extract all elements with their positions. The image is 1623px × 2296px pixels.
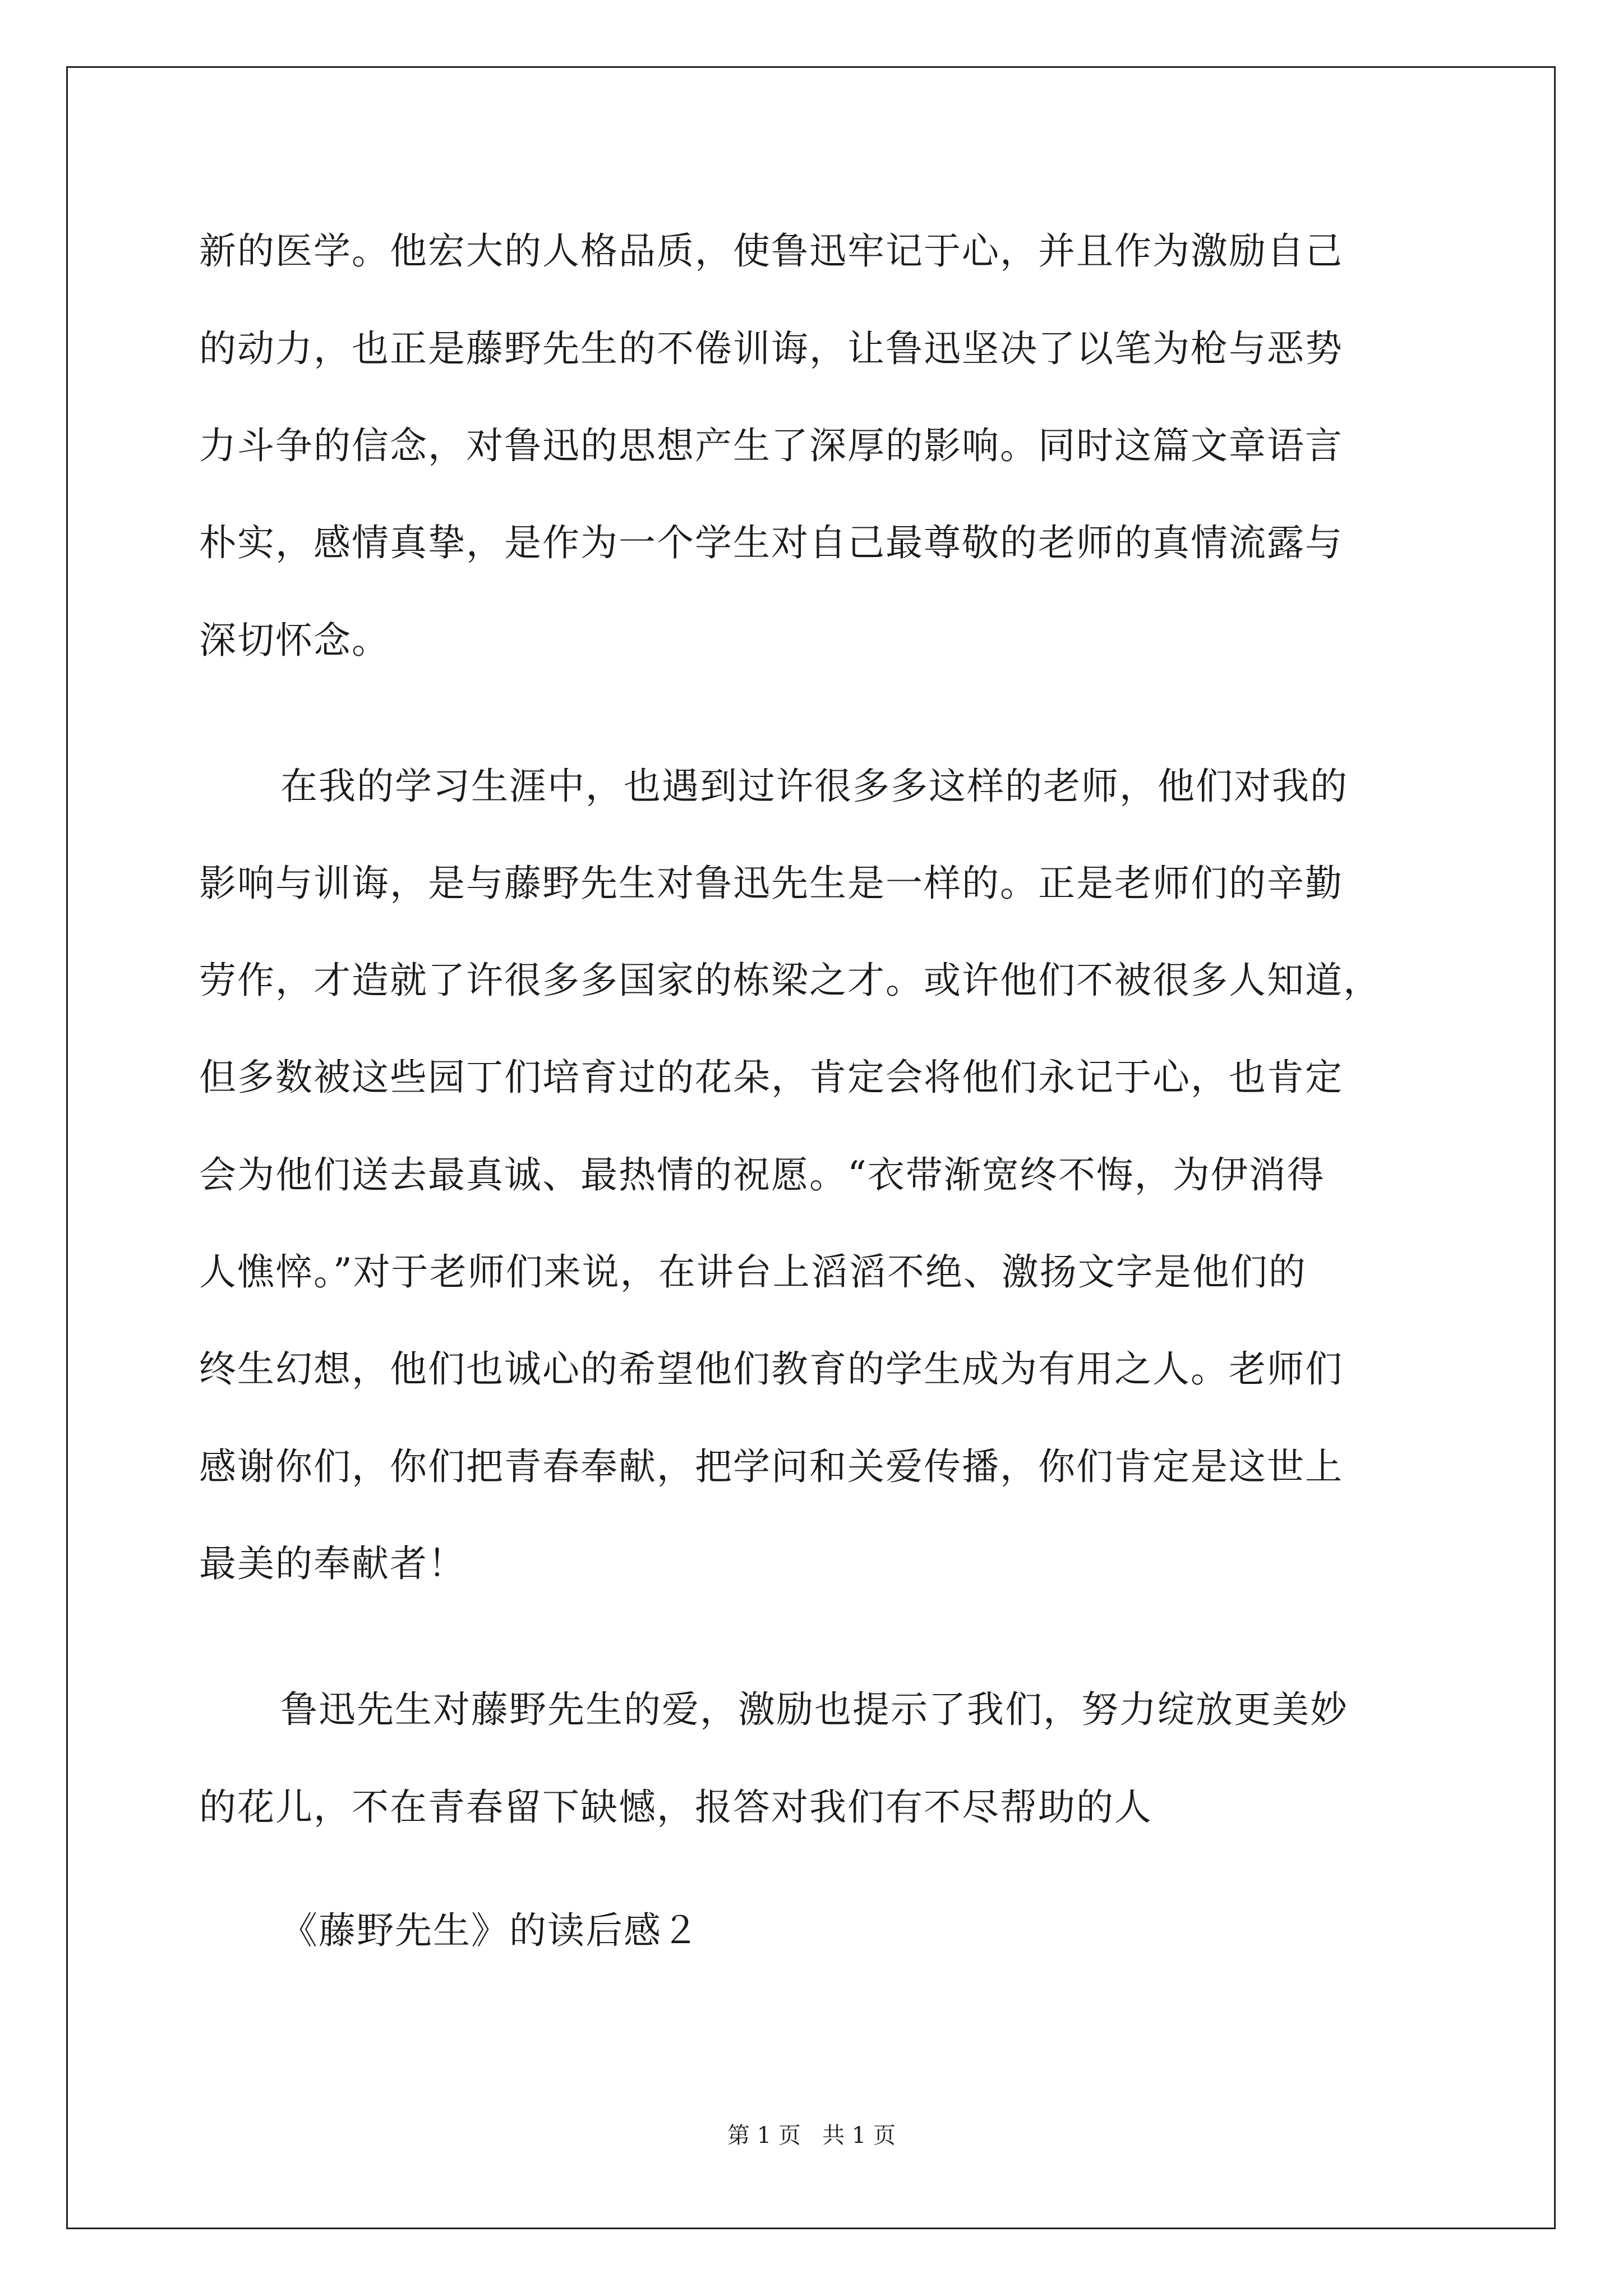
text-line: 终生幻想，他们也诚心的希望他们教育的学生成为有用之人。老师们 [199, 1347, 1343, 1391]
text-line: 影响与训诲，是与藤野先生对鲁迅先生是一样的。正是老师们的辛勤 [199, 862, 1343, 905]
text-line: 人憔悴。”对于老师们来说，在讲台上滔滔不绝、激扬文字是他们的 [199, 1250, 1307, 1294]
text-line: 力斗争的信念，对鲁迅的思想产生了深厚的影响。同时这篇文章语言 [199, 424, 1343, 467]
text-line: 会为他们送去最真诚、最热情的祝愿。“衣带渐宽终不悔，为伊消得 [199, 1153, 1325, 1197]
text-line: 感谢你们，你们把青春奉献，把学问和关爱传播，你们肯定是这世上 [199, 1445, 1343, 1488]
text-line: 但多数被这些园丁们培育过的花朵，肯定会将他们永记于心，也肯定 [199, 1056, 1343, 1099]
text-line: 的花儿，不在青春留下缺憾，报答对我们有不尽帮助的人 [199, 1786, 1152, 1829]
paragraph-start-line: 鲁迅先生对藤野先生的爱，激励也提示了我们，努力绽放更美妙 [280, 1688, 1348, 1731]
text-line: 新的医学。他宏大的人格品质，使鲁迅牢记于心，并且作为激励自己 [199, 229, 1343, 273]
text-line: 的动力，也正是藤野先生的不倦训诲，让鲁迅坚决了以笔为枪与恶势 [199, 327, 1343, 370]
page-footer: 第 1 页 共 1 页 [727, 2123, 896, 2148]
text-line: 朴实，感情真挚，是作为一个学生对自己最尊敬的老师的真情流露与 [199, 521, 1343, 564]
text-line: 深切怀念。 [199, 619, 390, 662]
section-heading: 《藤野先生》的读后感２ [280, 1909, 700, 1952]
paragraph-start-line: 在我的学习生涯中，也遇到过许很多多这样的老师，他们对我的 [280, 765, 1348, 808]
page-border [66, 66, 1556, 2229]
text-line: 最美的奉献者！ [199, 1542, 466, 1585]
text-line: 劳作，才造就了许很多多国家的栋梁之才。或许他们不被很多人知道， [199, 959, 1381, 1002]
